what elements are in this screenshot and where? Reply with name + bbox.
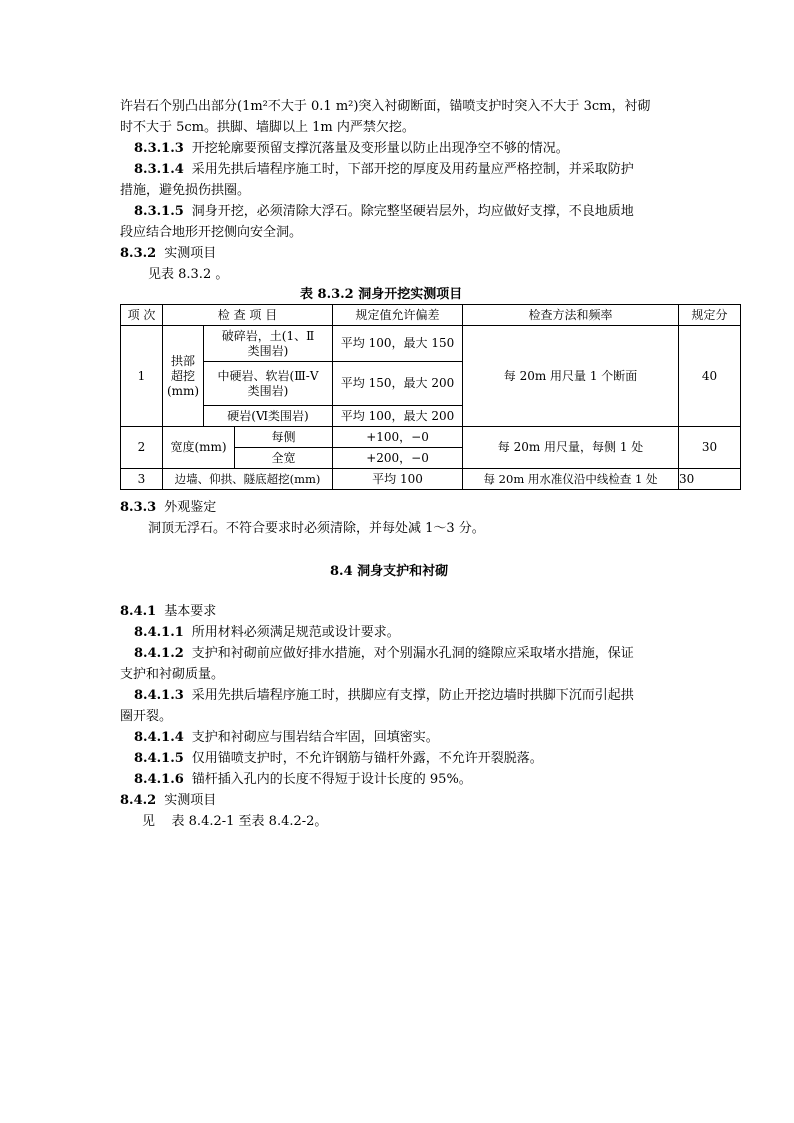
clause-text: 开挖轮廓要预留支撑沉落量及变形量以防止出现净空不够的情况。 xyxy=(191,141,569,156)
clause-text: 采用先拱后墙程序施工时，下部开挖的厚度及用药量应严格控制，并采取防护 xyxy=(191,162,634,177)
group-label xyxy=(163,326,204,427)
group-label: 宽度(mm) xyxy=(163,427,235,469)
row-number: 2 xyxy=(121,427,163,469)
tolerance-cell: +200，−0 xyxy=(333,448,463,469)
clause-8-4-1-1 xyxy=(134,625,400,641)
clause-text: 采用先拱后墙程序施工时，拱脚应有支撑，防止开挖边墙时拱脚下沉而引起拱 xyxy=(191,688,634,703)
section-8-4-2 xyxy=(120,793,216,809)
clause-number: 8.4.1.6 xyxy=(134,772,184,787)
header-cell: 检 查 项 目 xyxy=(163,305,333,326)
clause-8-4-1-3 xyxy=(134,688,634,704)
clause-8-3-1-3 xyxy=(134,141,569,157)
score-cell: 30 xyxy=(679,427,741,469)
header-cell: 项 次 xyxy=(121,305,163,326)
method-cell: 每 20m 用尺量，每侧 1 处 xyxy=(463,427,679,469)
inspection-table xyxy=(120,304,741,490)
clause-8-4-1-5 xyxy=(134,751,543,767)
table-caption: 表 8.3.2 洞身开挖实测项目 xyxy=(300,287,463,302)
method-cell: 每 20m 用尺量 1 个断面 xyxy=(463,326,679,427)
item-line: 类围岩) xyxy=(247,383,289,398)
item-cell: 每侧 xyxy=(235,427,333,448)
clause-number: 8.4.1.2 xyxy=(134,646,184,661)
item-cell: 硬岩(Ⅵ类围岩) xyxy=(204,406,333,427)
tolerance-cell: 平均 100 xyxy=(333,469,463,490)
score-cell: 40 xyxy=(679,326,741,427)
clause-text: 仅用锚喷支护时，不允许钢筋与锚杆外露，不允许开裂脱落。 xyxy=(191,751,543,766)
row-number: 3 xyxy=(121,469,163,490)
section-8-3-2 xyxy=(120,246,216,262)
clause-text-cont: 圈开裂。 xyxy=(120,709,173,724)
section-title: 基本要求 xyxy=(164,604,217,619)
clause-number: 8.3.1.5 xyxy=(134,204,184,219)
method-cell: 每 20m 用水准仪沿中线检查 1 处 xyxy=(463,469,679,490)
item-line: 类围岩) xyxy=(247,343,289,358)
score-cell: 30 xyxy=(679,469,741,490)
section-title: 实测项目 xyxy=(164,246,217,261)
table-reference: 见表 8.3.2 。 xyxy=(148,267,229,282)
item-cell xyxy=(204,326,333,362)
clause-8-4-1-2 xyxy=(134,646,634,662)
section-number: 8.4.2 xyxy=(120,793,157,808)
table-reference: 见 表 8.4.2-1 至表 8.4.2-2。 xyxy=(142,814,328,829)
section-title: 外观鉴定 xyxy=(164,500,217,515)
tolerance-cell: +100，−0 xyxy=(333,427,463,448)
table-row xyxy=(121,427,741,448)
section-number: 8.3.2 xyxy=(120,246,157,261)
section-number: 8.4.1 xyxy=(120,604,157,619)
section-8-3-3 xyxy=(120,500,216,516)
section-text: 洞顶无浮石。不符合要求时必须清除，并每处减 1～3 分。 xyxy=(148,521,485,536)
group-label-line: (mm) xyxy=(166,383,200,398)
tolerance-cell: 平均 100，最大 150 xyxy=(333,326,463,362)
clause-number: 8.4.1.1 xyxy=(134,625,184,640)
tolerance-cell: 平均 150，最大 200 xyxy=(333,362,463,406)
clause-number: 8.3.1.3 xyxy=(134,141,184,156)
header-cell: 规定分 xyxy=(679,305,741,326)
section-title: 实测项目 xyxy=(164,793,217,808)
header-cell: 检查方法和频率 xyxy=(463,305,679,326)
clause-text-cont: 段应结合地形开挖侧向安全洞。 xyxy=(120,225,303,240)
clause-text: 洞身开挖，必须清除大浮石。除完整坚硬岩层外，均应做好支撑，不良地质地 xyxy=(191,204,634,219)
item-line: 破碎岩，土(1、Ⅱ xyxy=(221,328,315,343)
clause-text: 锚杆插入孔内的长度不得短于设计长度的 95%。 xyxy=(191,772,472,787)
clause-8-3-1-5 xyxy=(134,204,634,220)
table-header-row xyxy=(121,305,741,326)
group-label-line: 拱部 xyxy=(170,353,195,368)
clause-number: 8.4.1.3 xyxy=(134,688,184,703)
para-line: 许岩石个别凸出部分(1m²不大于 0.1 m²)突入衬砌断面，锚喷支护时突入不大于 3cm，衬砌 xyxy=(120,99,651,114)
header-cell: 规定值允许偏差 xyxy=(333,305,463,326)
item-line: 中硬岩、软岩(Ⅲ-Ⅴ xyxy=(217,368,319,383)
tolerance-cell: 平均 100，最大 200 xyxy=(333,406,463,427)
clause-8-4-1-6 xyxy=(134,772,472,788)
clause-number: 8.4.1.4 xyxy=(134,730,184,745)
row-number: 1 xyxy=(121,326,163,427)
clause-text: 支护和衬砌应与围岩结合牢固，回填密实。 xyxy=(191,730,439,745)
clause-text: 支护和衬砌前应做好排水措施，对个别漏水孔洞的缝隙应采取堵水措施，保证 xyxy=(191,646,634,661)
clause-text-cont: 措施，避免损伤拱圈。 xyxy=(120,183,251,198)
group-label-line: 超挖 xyxy=(170,368,195,383)
clause-number: 8.4.1.5 xyxy=(134,751,184,766)
clause-text-cont: 支护和衬砌质量。 xyxy=(120,667,225,682)
table-row xyxy=(121,326,741,362)
item-cell: 边墙、仰拱、隧底超挖(mm) xyxy=(163,469,333,490)
section-number: 8.3.3 xyxy=(120,500,157,515)
section-heading-8-4: 8.4 洞身支护和衬砌 xyxy=(330,564,449,579)
clause-8-3-1-4 xyxy=(134,162,634,178)
section-8-4-1 xyxy=(120,604,216,620)
item-cell: 全宽 xyxy=(235,448,333,469)
clause-number: 8.3.1.4 xyxy=(134,162,184,177)
clause-text: 所用材料必须满足规范或设计要求。 xyxy=(191,625,400,640)
para-line: 时不大于 5cm。拱脚、墙脚以上 1m 内严禁欠挖。 xyxy=(120,120,415,135)
item-cell xyxy=(204,362,333,406)
table-row xyxy=(121,469,741,490)
clause-8-4-1-4 xyxy=(134,730,439,746)
